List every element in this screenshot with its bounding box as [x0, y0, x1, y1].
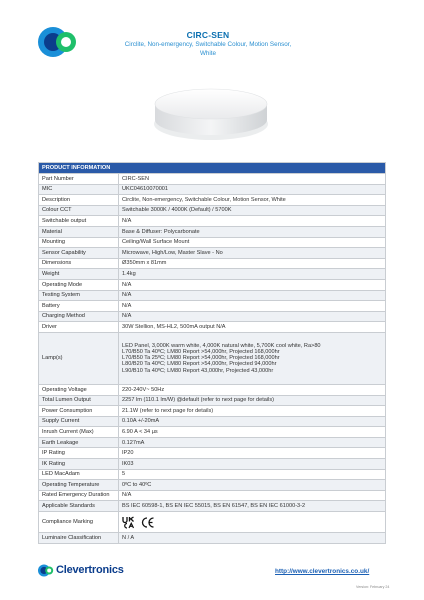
row-label: Operating Mode [39, 279, 119, 290]
table-row [39, 406, 386, 417]
row-value: N/A [119, 301, 386, 312]
table-row [39, 448, 386, 459]
row-label: Dimensions [39, 258, 119, 269]
row-value: 0.10A +/-20mA [119, 416, 386, 427]
clevertronics-logo-icon [38, 24, 78, 60]
table-row [39, 322, 386, 333]
row-value [119, 332, 386, 384]
document-subtitle-line2: White [199, 50, 217, 57]
table-row [39, 332, 386, 384]
table-row [39, 216, 386, 227]
ce-mark-icon [141, 516, 155, 529]
table-heading: PRODUCT INFORMATION [39, 163, 386, 174]
table-row [39, 427, 386, 438]
website-link[interactable]: http://www.clevertronics.co.uk/ [275, 568, 370, 575]
row-label: Total Lumen Output [39, 395, 119, 406]
row-label: Charging Method [39, 311, 119, 322]
row-label: Compliance Marking [39, 512, 119, 533]
table-row [39, 480, 386, 491]
row-value: 21.1W (refer to next page for details) [119, 406, 386, 417]
row-label: Lamp(s) [39, 332, 119, 384]
row-value: Ceiling/Wall Surface Mount [119, 237, 386, 248]
row-value: 0.127mA [119, 437, 386, 448]
table-row [39, 184, 386, 195]
row-label: MIC [39, 184, 119, 195]
row-label: Driver [39, 322, 119, 333]
row-label: Earth Leakage [39, 437, 119, 448]
row-label: LED MacAdam [39, 469, 119, 480]
table-row [39, 258, 386, 269]
row-value: Ø350mm x 81mm [119, 258, 386, 269]
row-value: Base & Diffuser: Polycarbonate [119, 226, 386, 237]
ukca-mark-icon [122, 516, 135, 529]
row-value: N/A [119, 290, 386, 301]
row-value: Switchable 3000K / 4000K (Default) / 5700K [119, 205, 386, 216]
footer-brand: Clevertronics [56, 564, 124, 576]
table-header-row [39, 163, 386, 174]
lamp-spec-line: L70/B50 Ta 40ºC; LM80 Report >54,000hr, Projected 168,000hr [122, 349, 280, 356]
row-label: IK Rating [39, 459, 119, 470]
version-label: Version: February 24 [356, 585, 390, 589]
row-label: Inrush Current (Max) [39, 427, 119, 438]
row-label: Luminaire Classification [39, 533, 119, 544]
table-row [39, 512, 386, 533]
table-row [39, 395, 386, 406]
product-information-table [38, 162, 386, 544]
row-value: CIRC-SEN [119, 174, 386, 185]
row-label: Applicable Standards [39, 501, 119, 512]
row-label: Mounting [39, 237, 119, 248]
row-label: Operating Voltage [39, 384, 119, 395]
table-row [39, 490, 386, 501]
product-image [152, 80, 270, 144]
footer-logo-icon [38, 563, 54, 578]
lamp-spec-line: LED Panel, 3,000K warm white, 4,000K natural white, 5,700K cool white, Ra>80 [122, 343, 321, 350]
document-subtitle-line1: Circlite, Non-emergency, Switchable Colour, Motion Sensor, [124, 41, 292, 48]
row-label: IP Rating [39, 448, 119, 459]
table-row [39, 237, 386, 248]
row-label: Rated Emergency Duration [39, 490, 119, 501]
document-title: CIRC-SEN [186, 30, 230, 40]
page-header [0, 0, 424, 72]
row-value: N/A [119, 216, 386, 227]
row-value: 6.90 A < 34 µs [119, 427, 386, 438]
row-value: IK03 [119, 459, 386, 470]
row-value: N/A [119, 311, 386, 322]
row-label: Testing System [39, 290, 119, 301]
table-row [39, 459, 386, 470]
table-row [39, 248, 386, 259]
row-value: Microwave, High/Low, Master Slave - No [119, 248, 386, 259]
row-value: 1.4kg [119, 269, 386, 280]
compliance-marks [122, 516, 382, 529]
table-row [39, 174, 386, 185]
row-label: Operating Temperature [39, 480, 119, 491]
row-label: Supply Current [39, 416, 119, 427]
table-row [39, 437, 386, 448]
row-value: UKC04610070001 [119, 184, 386, 195]
row-label: Description [39, 195, 119, 206]
row-label: Battery [39, 301, 119, 312]
row-value: IP20 [119, 448, 386, 459]
table-row [39, 195, 386, 206]
lamp-spec-line: L70/B50 Ta 25ºC; LM80 Report >54,000hr, Projected 168,000hr [122, 355, 280, 362]
table-row [39, 533, 386, 544]
row-value: 30W Stellion, MS-HL2, 500mA output N/A [119, 322, 386, 333]
title-block [100, 30, 316, 58]
table-row [39, 501, 386, 512]
table-row [39, 279, 386, 290]
table-row [39, 301, 386, 312]
row-value: 2257 lm (110.1 lm/W) @default (refer to next page for details) [119, 395, 386, 406]
table-row [39, 311, 386, 322]
table-row [39, 384, 386, 395]
row-value: N/A [119, 490, 386, 501]
table-row [39, 469, 386, 480]
table-row [39, 205, 386, 216]
row-value: Circlite, Non-emergency, Switchable Colour, Motion Sensor, White [119, 195, 386, 206]
row-value: 5 [119, 469, 386, 480]
table-row [39, 269, 386, 280]
row-value: 220-240V~ 50Hz [119, 384, 386, 395]
table-row [39, 416, 386, 427]
row-label: Sensor Capability [39, 248, 119, 259]
row-label: Weight [39, 269, 119, 280]
table-row [39, 290, 386, 301]
row-label: Switchable output [39, 216, 119, 227]
row-label: Part Number [39, 174, 119, 185]
row-label: Colour CCT [39, 205, 119, 216]
row-value [119, 512, 386, 533]
row-value: 0ºC to 40ºC [119, 480, 386, 491]
row-value: BS IEC 60598-1, BS EN IEC 55015, BS EN 61547, BS EN IEC 61000-3-2 [119, 501, 386, 512]
row-value: N / A [119, 533, 386, 544]
row-label: Power Consumption [39, 406, 119, 417]
lamp-spec-line: L90/B10 Ta 40ºC; LM80 Report 43,000hr, Projected 43,000hr [122, 367, 274, 374]
lamp-spec-line: L80/B20 Ta 40ºC; LM80 Report >54,000hr, Projected 94,000hr [122, 361, 277, 368]
table-row [39, 226, 386, 237]
row-label: Material [39, 226, 119, 237]
row-value: N/A [119, 279, 386, 290]
